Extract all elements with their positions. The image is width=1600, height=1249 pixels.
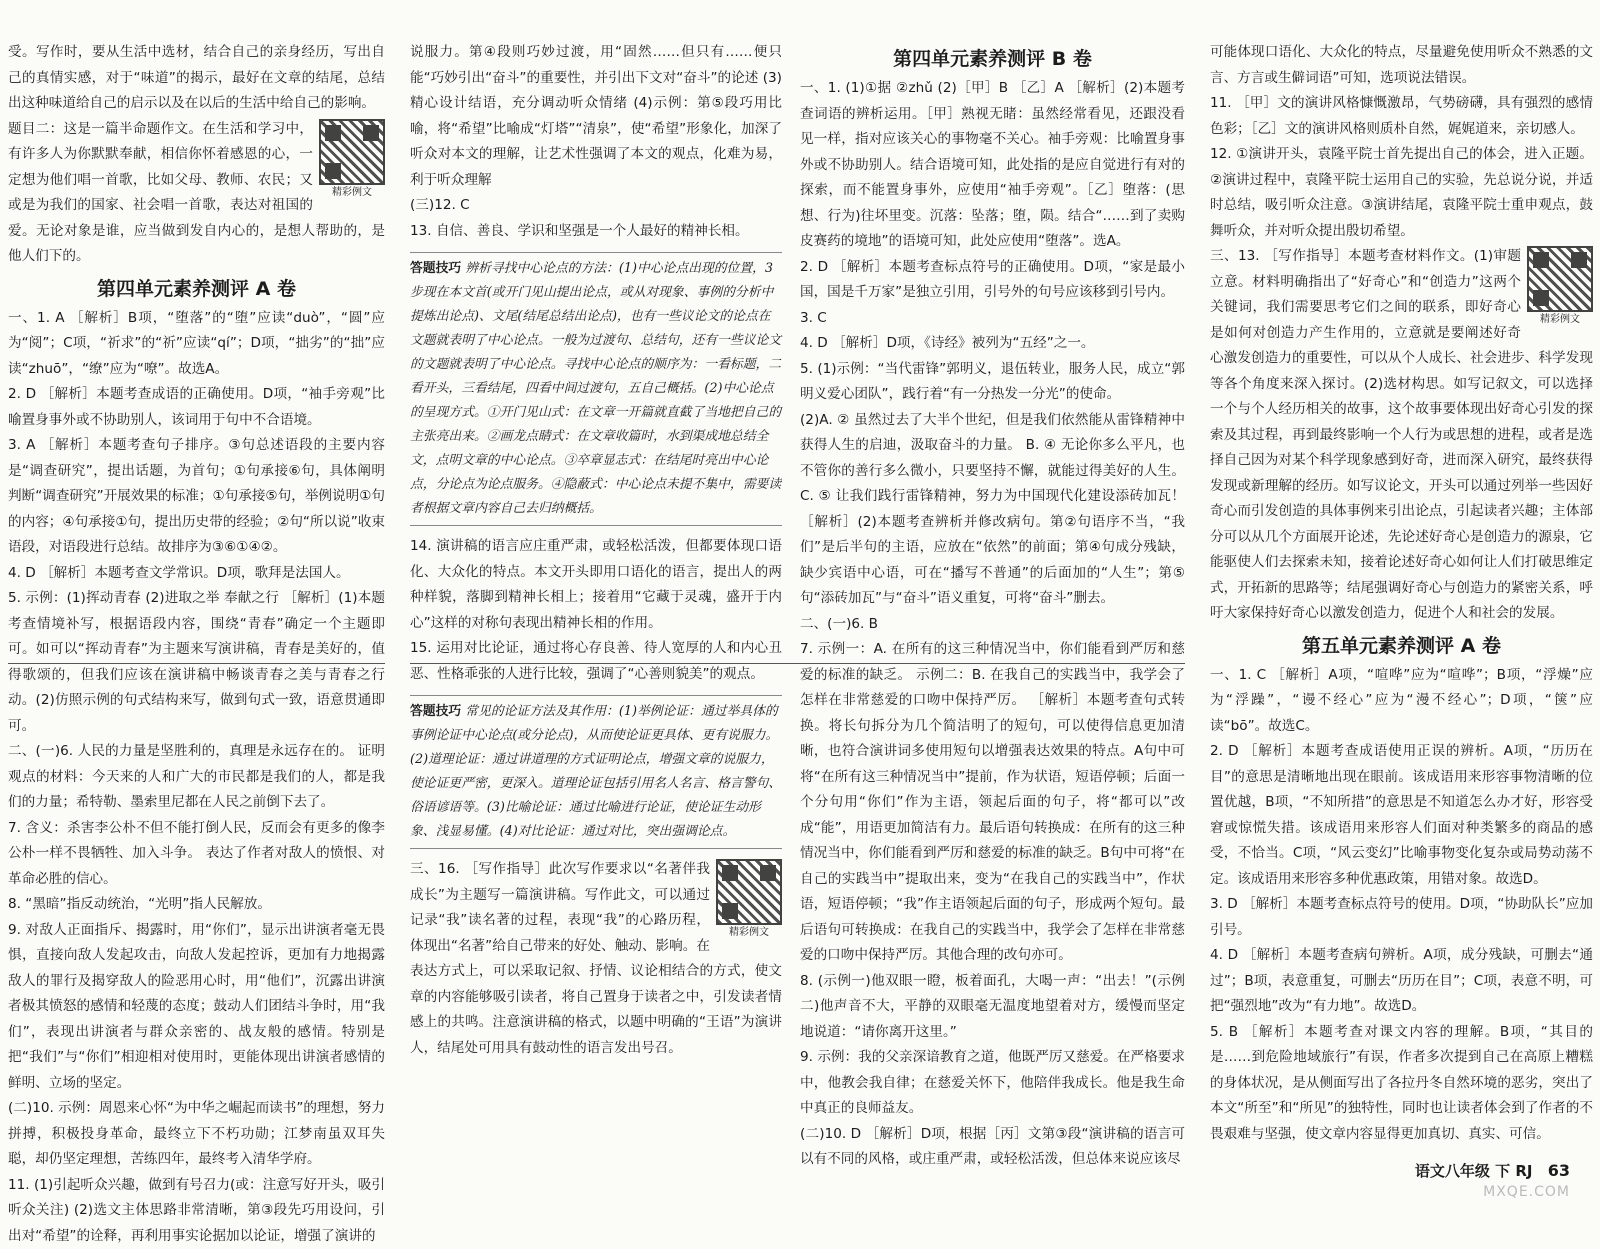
paragraph-text: 一、1. A ［解析］B项，“堕落”的“堕”应读“duò”，“圆”应为“阅”；C项，“祈求”的“祈”应读“qí”；D项，“拙劣”的“拙”应读“zhuō”，“缭”应为“嘹”。故选A。: [8, 310, 385, 377]
paragraph-text: 4. D ［解析］本题考查病句辨析。A项，成分残缺，可删去“通过”；B项，表意重复，可删去“历历在目”；C项，表意不明，可把“强烈地”改为“有力地”。故选D。: [1210, 947, 1593, 1014]
section-heading: 第五单元素养测评 A 卷: [1210, 631, 1593, 661]
paragraph-text: 题目二：这是一篇半命题作文。在生活和学习中，有许多人为你默默奉献，相信你怀着感恩的心，一定想为他们唱一首歌，比如父母、教师、农民；又或是为我们的国家、社会唱一首歌，表达对祖国的爱。无论对象是谁，应当做到发自内心的，是想人帮助的，是他人们下的。: [8, 121, 385, 265]
column-3: [800, 40, 1185, 1155]
paragraph-text: 9. 对敌人正面指斥、揭露时，用“你们”，显示出讲演者毫无畏惧，直接向敌人发起攻击，向敌人发起控诉，更加有力地揭露敌人的罪行及揭穿敌人的险恶用心时，用“他们”，沉露出讲演者极其愤怒的感情和轻蔑的态度；鼓动人们团结斗争时，用“我们”，表现出讲演者与群众亲密的、战友般的感情。特别是把“我们”与“你们”相迎相对使用时，更能体现出讲演者感情的鲜明、立场的坚定。: [8, 922, 385, 1091]
footer-subject: 语文八年级 下 RJ: [1415, 1162, 1533, 1180]
tip-title: 答题技巧: [410, 261, 461, 276]
answer-paragraph: [8, 739, 385, 816]
paragraph-text: 7. 含义：杀害李公朴不但不能打倒人民，反而会有更多的像李公朴一样不畏牺牲、加入斗争。 表达了作者对敌人的愤恨、对革命必胜的信心。: [8, 820, 385, 887]
paragraph-text: 13. 自信、善良、学识和坚强是一个人最好的精神长相。: [410, 223, 749, 239]
paragraph-text: 9. 示例：我的父亲深谙教育之道，他既严厉又慈爱。在严格要求中，他教会我自律；在慈爱关怀下，他陪伴我成长。他是我生命中真正的良师益友。: [800, 1049, 1185, 1116]
paragraph-text: 一、1. C ［解析］A项，“喧哗”应为“喧哗”；B项，“浮燥”应为“浮躁”，“谩不经心”应为“漫不经心”；D项，“箧”应读“bō”。故选C。: [1210, 667, 1593, 734]
column-4: [1210, 40, 1593, 1155]
paragraph-text: 三、16. ［写作指导］此次写作要求以“名著伴我成长”为主题写一篇演讲稿。写作此文，可以通过记录“我”读名著的过程，表现“我”的心路历程，体现出“名著”给自己带来的好处、触动、影响。在表达方式上，可以采取记叙、抒情、议论相结合的方式，使文章的内容能够吸引读者，将自己置身于读者之中，引发读者情感上的共鸣。注意演讲稿的格式，以题中明确的“王语”为演讲人，结尾处可用具有鼓动性的语言发出号召。: [410, 861, 782, 1056]
paragraph-text: 15. 运用对比论证，通过将心存良善、待人宽厚的人和内心丑恶、性格乖张的人进行比较，强调了“心善则貌美”的观点。: [410, 640, 782, 682]
answer-paragraph: [410, 219, 782, 245]
answer-paragraph: [410, 857, 782, 1061]
answer-paragraph: [410, 534, 782, 636]
answer-paragraph: [1210, 142, 1593, 244]
answer-paragraph: [800, 76, 1185, 255]
answer-paragraph: [1210, 244, 1593, 627]
qr-code-icon: [319, 119, 385, 185]
page-footer: [1415, 1160, 1570, 1181]
answer-paragraph: [800, 331, 1185, 357]
qr-code[interactable]: [1527, 246, 1593, 326]
answer-paragraph: [1210, 943, 1593, 1020]
qr-code[interactable]: [319, 119, 385, 199]
paragraph-text: 可能体现口语化、大众化的特点，尽量避免使用听众不熟悉的文言、方言或生僻词语”可知，选项说法错误。: [1210, 44, 1593, 86]
qr-code[interactable]: [716, 859, 782, 939]
paragraph-text: 受。写作时，要从生活中选材，结合自己的亲身经历，写出自己的真情实感，对于“味道”的揭示，最好在文章的结尾，总结出这种味道给自己的启示以及在以后的生活中给自己的影响。: [8, 44, 385, 111]
divider-line-left: [8, 663, 385, 664]
paragraph-text: 二、(一)6. B: [800, 616, 878, 632]
paragraph-text: 5. B ［解析］本题考查对课文内容的理解。B项，“其目的是……到危险地域旅行”有误，作者多次提到自己在高原上糟糕的身体状况，是从侧面写出了各拉丹冬自然环境的恶劣，突出了本文“所至”和“所见”的独特性，同时也让读者体会到了作者的不畏艰难与坚强，使文章内容显得更加真切、真实、可信。: [1210, 1024, 1593, 1142]
paragraph-text: 三、13. ［写作指导］本题考查材料作文。(1)审题立意。材料明确指出了“好奇心”和“创造力”这两个关键词，我们需要思考它们之间的联系，即好奇心是如何对创造力产生作用的，立意就是要阐述好奇心激发创造力的重要性，可以从个人成长、社会进步、科学发现等各个角度来深入探讨。(2)选材构思。如写记叙文，可以选择一个与个人经历相关的故事，这个故事要体现出好奇心引发的探索及其过程，再到最终影响一个人行为或思想的进程，或者是选择自己因为对某个科学现象感到好奇，进而深入研究，最终获得发现或新理解的经历。如写议论文，开头可以通过列举一些因好奇心而引发创造的具体事例来引出论点，引起读者兴趣；主体部分可以从几个方面展开论述，先论述好奇心是创造力的源泉，它能驱使人们去探索未知，接着论述好奇心如何让人们打破思维定式，开拓新的思路等；结尾强调好奇心与创造力的紧密关系，呼吁大家保持好奇心以激发创造力，促进个人和社会的发展。: [1210, 248, 1593, 621]
column-1: [8, 40, 385, 1155]
paragraph-text: 4. D ［解析］本题考查文学常识。D项，歌拜是法国人。: [8, 565, 350, 581]
answer-paragraph: [8, 433, 385, 561]
answer-paragraph: [410, 636, 782, 687]
answer-paragraph: [800, 612, 1185, 638]
paragraph-text: 14. 演讲稿的语言应庄重严肃，或轻松活泼，但都要体现口语化、大众化的特点。本文开头即用口语化的语言，提出人的两种样貌，落脚到精神长相上；接着用“它藏于灵魂，盛开于内心”这样的对称句表现出精神长相的作用。: [410, 538, 782, 631]
qr-caption: 精彩例文: [716, 927, 782, 939]
answer-paragraph: [410, 40, 782, 193]
answer-paragraph: [410, 193, 782, 219]
paragraph-text: 7. 示例一：A. 在所有的这三种情况当中，你们能看到严厉和慈爱的标准的缺乏。 示例二：B. 在我自己的实践当中，我学会了怎样在非常慈爱的口吻中保持严厉。 ［解析］本题考查句式转换。将长句拆分为几个简洁明了的短句，可以使得信息更加清晰，也符合演讲词多使用短句以增强表达效果的特点。A句中可将“在所有这三种情况当中”提前，作为状语，短语停顿；后面一个分句用“你们”作为主语，领起后面的句子，将“都可以”改成“能”，用语更加简洁有力。最后语句转换成：在所有的这三种情况当中，你们能看到严厉和慈爱的标准的缺乏。B句中可将“在自己的实践当中”提取出来，变为“在我自己的实践当中”，作状语，短语停顿；“我”作主语领起后面的句子，形成两个短句。最后语句可转换成：在我自己的实践当中，我学会了怎样在非常慈爱的口吻中保持严厉。其他合理的改句亦可。: [800, 641, 1185, 963]
answer-paragraph: [800, 969, 1185, 1046]
answer-paragraph: [800, 255, 1185, 306]
paragraph-text: (2)A. ② 虽然过去了大半个世纪，但是我们依然能从雷锋精神中获得人生的启迪，汲取奋斗的力量。 B. ④ 无论你多么平凡，也不管你的善行多么微小，只要坚持不懈，就能过得美好的人生。 C. ⑤ 让我们践行雷锋精神，努力为中国现代化建设添砖加瓦！ ［解析］(2)本题考查辨析并修改病句。第②句语序不当，“我们”是后半句的主语，应放在“依然”的前面；第④句成分残缺，缺少宾语中心语，可在“播写不普通”的后面加的“人生”；第⑤句“添砖加瓦”与“奋斗”语义重复，可将“奋斗”删去。: [800, 412, 1185, 607]
answer-paragraph: [8, 117, 385, 270]
column-2: [410, 40, 782, 1155]
paragraph-text: 12. ①演讲开头，袁隆平院士首先提出自己的体会，进入正题。②演讲过程中，袁隆平院士运用自己的实验，先总说分说，并适时总结，吸引听众注意。③演讲结尾，袁隆平院士重申观点，鼓舞听众，并对听众提出殷切希望。: [1210, 146, 1593, 239]
paragraph-text: 2. D ［解析］本题考查成语使用正误的辨析。A项，“历历在目”的意思是清晰地出现在眼前。该成语用来形容事物清晰的位置优越，B项，“不知所措”的意思是不知道怎么办才好，形容受窘或惊慌失措。该成语用来形容人们面对种类繁多的商品的感受，不恰当。C项，“风云变幻”比喻事物变化复杂或局势动荡不定。该成语用来形容多种优惠政策，用错对象。故选D。: [1210, 743, 1593, 887]
tip-text: 常见的论证方法及其作用：(1)举例论证：通过举具体的事例论证中心论点(或分论点)，从而使论证更具体、更有说服力。(2)道理论证：通过讲道理的方式证明论点，增强文章的说服力，使论证更严密，更深入。道理论证包括引用名人名言、格言警句、俗语谚语等。(3)比喻论证：通过比喻进行论证，使论证生动形象、浅显易懂。(4)对比论证：通过对比，突出强调论点。: [410, 704, 781, 839]
answer-paragraph: [1210, 40, 1593, 91]
answer-paragraph: [8, 918, 385, 1097]
qr-code-icon: [716, 859, 782, 925]
answer-paragraph: [8, 1096, 385, 1173]
paragraph-text: 4. D ［解析］D项，《诗经》被列为“五经”之一。: [800, 335, 1095, 351]
answer-paragraph: [8, 816, 385, 893]
qr-code-icon: [1527, 246, 1593, 312]
answer-paragraph: [800, 637, 1185, 969]
paragraph-text: 11. (1)引起听众兴趣，做到有号召力(或：注意写好开头，吸引听众关注) (2)选文主体思路非常清晰，第③段先巧用设问，引出对“希望”的诠释，再利用事实论据加以论证，增强了演讲的: [8, 1177, 385, 1244]
qr-caption: 精彩例文: [1527, 314, 1593, 326]
answer-paragraph: [800, 1045, 1185, 1122]
answer-paragraph: [800, 306, 1185, 332]
paragraph-text: 3. A ［解析］本题考查句子排序。③句总述语段的主要内容是“调查研究”，提出话题，为首句；①句承接⑥句，具体阐明判断“调查研究”开展效果的标准；①句承接⑤句，举例说明①句的内容；④句承接①句，提出历史带的经验；②句“所以说”收束语段，对语段进行总结。故排序为③⑥①④②。: [8, 437, 385, 555]
paragraph-text: 2. D ［解析］本题考查成语的正确使用。D项，“袖手旁观”比喻置身事外或不协助别人，该词用于句中不合语境。: [8, 386, 385, 428]
paragraph-text: 说服力。第④段则巧妙过渡，用“固然……但只有……便只能“巧妙引出“奋斗”的重要性，并引出下文对“奋斗”的论述 (3)精心设计结语，充分调动听众情绪 (4)示例：第⑤段巧用比喻，将“希望”比喻成“灯塔”“清泉”，使“希望”形象化，加深了听众对本文的理解，让艺术性强调了本文的观点，化难为易，利于听众理解: [410, 44, 782, 188]
tip-text: 辨析寻找中心论点的方法：(1)中心论点出现的位置，3 步现在本文首(或开门见山提出论点，或从对现象、事例的分析中提炼出论点)、文尾(结尾总结出论点)，也有一些议论文的论点在文题就表明了中心论点。一般为过渡句、总结句，还有一些议论文的文题就表明了中心论点。寻找中心论点的顺序为：一看标题，二看开头，三看结尾，四看中间过渡句，五自己概括。(2)中心论点的呈现方式。①开门见山式：在文章一开篇就直截了当地把自己的主张亮出来。②画龙点睛式：在文章收篇时，水到渠成地总结全文，点明文章的中心论点。③卒章显志式：在结尾时亮出中心论点，分论点为论点服务。④隐蔽式：中心论点未提不集中，需要读者根据文章内容自己去归纳概括。: [410, 261, 781, 516]
answer-paragraph: [8, 1173, 385, 1249]
paragraph-text: 一、1. (1)①据 ②zhǔ (2)［甲］B ［乙］A ［解析］(2)本题考查词语的辨析运用。［甲］熟视无睹：虽然经常看见，还跟没看见一样，指对应该关心的事物毫不关心。袖手旁观：比喻置身事外或不协助别人。结合语境可知，此处指的是应自觉进行有对的探索，而不能置身事外，应使用“袖手旁观”。［乙］堕落：(思想、行为)往坏里变。沉落：坠落；堕，陨。结合“……到了卖购皮赛药的境地”的语境可知，此处应使用“堕落”。选A。: [800, 80, 1185, 249]
paragraph-text: 5. (1)示例：“当代雷锋”郭明义，退伍转业，服务人民，成立“郭明义爱心团队”，践行着“有一分热发一分光”的使命。: [800, 361, 1185, 403]
answer-paragraph: [800, 408, 1185, 612]
answer-paragraph: [800, 1122, 1185, 1173]
answer-paragraph: [8, 561, 385, 587]
answer-tip-box: [410, 695, 782, 849]
paragraph-text: (二)10. D ［解析］D项，根据［丙］文第③段“演讲稿的语言可以有不同的风格，或庄重严肃，或轻松活泼，但总体来说应该尽: [800, 1126, 1185, 1168]
paragraph-text: (三)12. C: [410, 197, 470, 213]
answer-paragraph: [1210, 1020, 1593, 1148]
section-heading: 第四单元素养测评 A 卷: [8, 274, 385, 304]
paragraph-text: 5. 示例：(1)挥动青春 (2)进取之举 奉献之行 ［解析］(1)本题考查情境补写，根据语段内容，围绕“青春”确定一个主题即可。如可以“挥动青春”为主题来写演讲稿，青春是美好的，值得歌颂的，但我们应该在演讲稿中畅谈青春之美与青春之行动。(2)仿照示例的句式结构来写，做到句式一致，语意贯通即可。: [8, 590, 385, 734]
page-number: 63: [1548, 1161, 1570, 1180]
answer-paragraph: [1210, 91, 1593, 142]
paragraph-text: 2. D ［解析］本题考查标点符号的正确使用。D项，“家是最小国，国是千万家”是独立引用，引号外的句号应该移到引号内。: [800, 259, 1185, 301]
answer-paragraph: [8, 892, 385, 918]
answer-tip-box: [410, 252, 782, 526]
paragraph-text: 二、(一)6. 人民的力量是坚胜利的，真理是永远存在的。 证明观点的材料：今天来的人和广大的市民都是我们的人，都是我们的力量；希特勒、墨索里尼都在人民之前倒下去了。: [8, 743, 385, 810]
section-heading: 第四单元素养测评 B 卷: [800, 44, 1185, 74]
paragraph-text: 11. ［甲］文的演讲风格慷慨激昂，气势磅礴，具有强烈的感情色彩；［乙］文的演讲风格则质朴自然，娓娓道来，亲切感人。: [1210, 95, 1593, 137]
divider-line-mid: [410, 663, 1185, 664]
qr-caption: 精彩例文: [319, 187, 385, 199]
answer-paragraph: [8, 306, 385, 383]
watermark: MXQE.COM: [1483, 1184, 1570, 1200]
answer-paragraph: [1210, 663, 1593, 740]
answer-paragraph: [800, 357, 1185, 408]
paragraph-text: (二)10. 示例：周恩来心怀“为中华之崛起而读书”的理想，努力拼搏，积极投身革命，最终立下不朽功勋；江梦南虽双耳失聪，却仍坚定理想，苦练四年，最终考入清华学府。: [8, 1100, 385, 1167]
answer-paragraph: [1210, 739, 1593, 892]
paragraph-text: 8. “黑暗”指反动统治，“光明”指人民解放。: [8, 896, 271, 912]
paragraph-text: 3. D ［解析］本题考查标点符号的使用。D项，“协助队长”应加引号。: [1210, 896, 1593, 938]
paragraph-text: 8. (示例一)他双眼一瞪，板着面孔，大喝一声：“出去！”(示例二)他声音不大，平静的双眼毫无温度地望着对方，缓慢而坚定地说道：“请你离开这里。”: [800, 973, 1185, 1040]
answer-paragraph: [8, 40, 385, 117]
answer-paragraph: [1210, 892, 1593, 943]
paragraph-text: 3. C: [800, 310, 827, 326]
answer-paragraph: [8, 382, 385, 433]
tip-title: 答题技巧: [410, 704, 461, 719]
